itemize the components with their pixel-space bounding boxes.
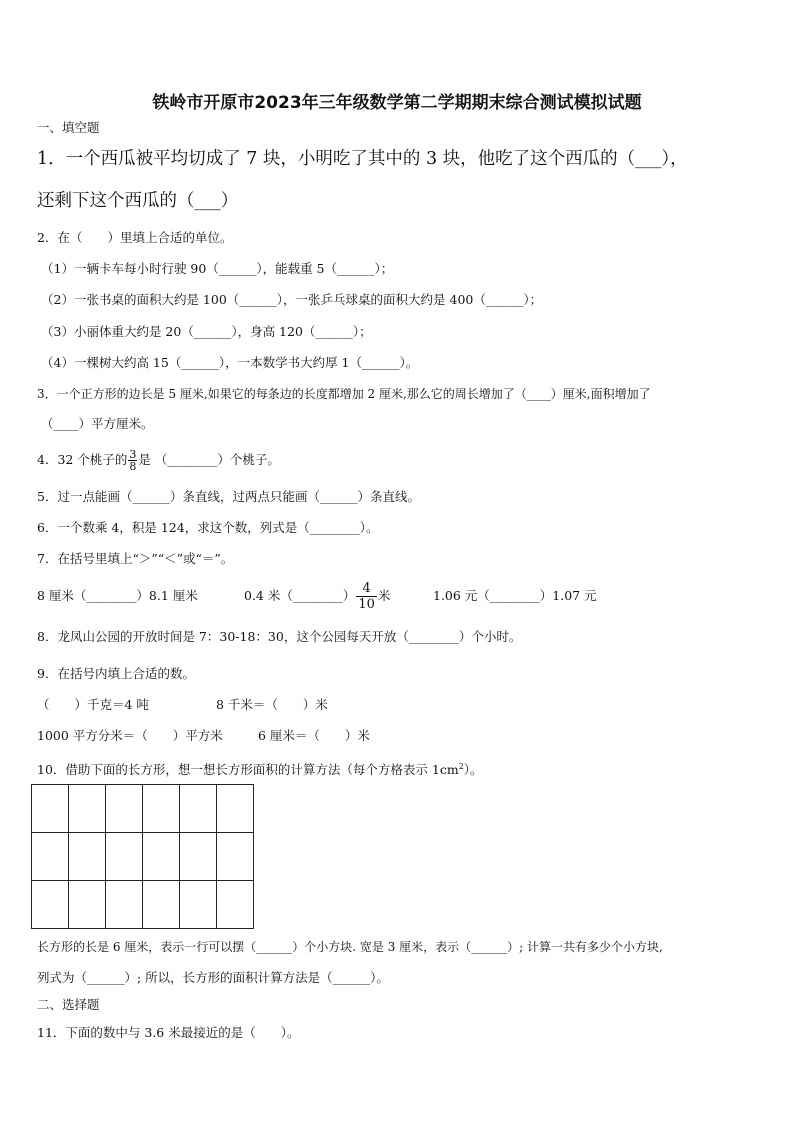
question-3-line-2: （____）平方厘米。: [41, 416, 154, 431]
question-2-item: （4）一棵树大约高 15（______），一本数学书大约厚 1（______）。: [41, 355, 419, 370]
question-9-part-d: 6 厘米＝（ ）米: [258, 728, 370, 743]
grid-cell: [106, 881, 143, 929]
question-4-prefix: 4．32 个桃子的: [37, 452, 128, 467]
section-heading: 二、选择题: [37, 997, 100, 1012]
fraction-numerator: 3: [129, 448, 137, 461]
grid-cell: [32, 881, 69, 929]
grid-cell: [69, 833, 106, 881]
question-9-part-b: 8 千米＝（ ）米: [216, 697, 328, 712]
grid-cell: [32, 785, 69, 833]
grid-cell: [143, 785, 180, 833]
question-7-b-suffix: 米: [377, 588, 391, 603]
question-10-line-1: 长方形的长是 6 厘米，表示一行可以摆（______）个小方块. 宽是 3 厘米，表示（______）; 计算一共有多少个小方块,: [37, 940, 663, 954]
question-8: 8．龙凤山公园的开放时间是 7：30-18：30，这个公园每天开放（________）个小时。: [37, 629, 522, 644]
question-3-line-1: 3．一个正方形的边长是 5 厘米,如果它的每条边的长度都增加 2 厘米,那么它的周长增加了（____）厘米,面积增加了: [37, 387, 651, 401]
question-7-b-prefix: 0.4 米（________）: [244, 588, 356, 603]
grid-row: [32, 881, 254, 929]
question-2-item: （1）一辆卡车每小时行驶 90（______），能载重 5（______）；: [41, 261, 394, 276]
question-10-stem: [37, 759, 483, 778]
fraction-denominator: 10: [358, 597, 375, 612]
grid-cell: [180, 881, 217, 929]
superscript: 2: [458, 762, 464, 771]
grid-cell: [69, 881, 106, 929]
grid-cell: [106, 785, 143, 833]
question-7-part-b: [244, 576, 390, 616]
question-7-stem: 7．在括号里填上“＞”“＜”或“＝”。: [37, 551, 234, 566]
grid-cell: [180, 785, 217, 833]
grid-cell: [69, 785, 106, 833]
question-4: [37, 446, 280, 474]
question-10-line-2: 列式为（______）; 所以，长方形的面积计算方法是（______）。: [37, 970, 389, 985]
question-5: 5．过一点能画（______）条直线，过两点只能画（______）条直线。: [37, 489, 420, 504]
grid-row: [32, 833, 254, 881]
question-10-stem-text: 10．借助下面的长方形，想一想长方形面积的计算方法（每个方格表示 1cm: [37, 762, 459, 778]
question-10-stem-end: ）。: [463, 762, 483, 778]
fraction: [128, 449, 137, 472]
question-2-item: （2）一张书桌的面积大约是 100（______），一张乒乓球桌的面积大约是 400（______）；: [41, 292, 543, 307]
grid-cell: [180, 833, 217, 881]
question-9-stem: 9．在括号内填上合适的数。: [37, 666, 195, 681]
question-11: 11．下面的数中与 3.6 米最接近的是（ ）。: [37, 1025, 300, 1040]
grid-cell: [143, 881, 180, 929]
page-title: 铁岭市开原市2023年三年级数学第二学期期末综合测试模拟试题: [152, 93, 642, 113]
question-2-stem: 2．在（ ）里填上合适的单位。: [37, 230, 233, 245]
section-heading: 一、填空题: [37, 120, 100, 135]
question-1-line-2: 还剩下这个西瓜的（___）: [37, 191, 239, 211]
grid-cell: [217, 833, 254, 881]
grid-cell: [217, 881, 254, 929]
question-7-part-c: 1.06 元（________）1.07 元: [433, 588, 597, 603]
question-6: 6．一个数乘 4，积是 124，求这个数，列式是（________）。: [37, 520, 379, 535]
question-9-part-a: （ ）千克＝4 吨: [37, 697, 149, 712]
grid-row: [32, 785, 254, 833]
fraction: [356, 581, 377, 612]
question-9-part-c: 1000 平方分米＝（ ）平方米: [37, 728, 223, 743]
question-7-part-a: 8 厘米（________）8.1 厘米: [37, 588, 198, 603]
question-2-item: （3）小丽体重大约是 20（______），身高 120（______）；: [41, 324, 372, 339]
fraction-numerator: 4: [356, 581, 377, 597]
question-4-suffix: 是 （________）个桃子。: [138, 452, 280, 467]
rectangle-grid: [31, 784, 254, 929]
grid-cell: [106, 833, 143, 881]
grid-cell: [143, 833, 180, 881]
grid-cell: [217, 785, 254, 833]
grid-cell: [32, 833, 69, 881]
question-1-line-1: 1．一个西瓜被平均切成了 7 块，小明吃了其中的 3 块，他吃了这个西瓜的（___），: [37, 149, 688, 169]
fraction-denominator: 8: [129, 460, 137, 473]
